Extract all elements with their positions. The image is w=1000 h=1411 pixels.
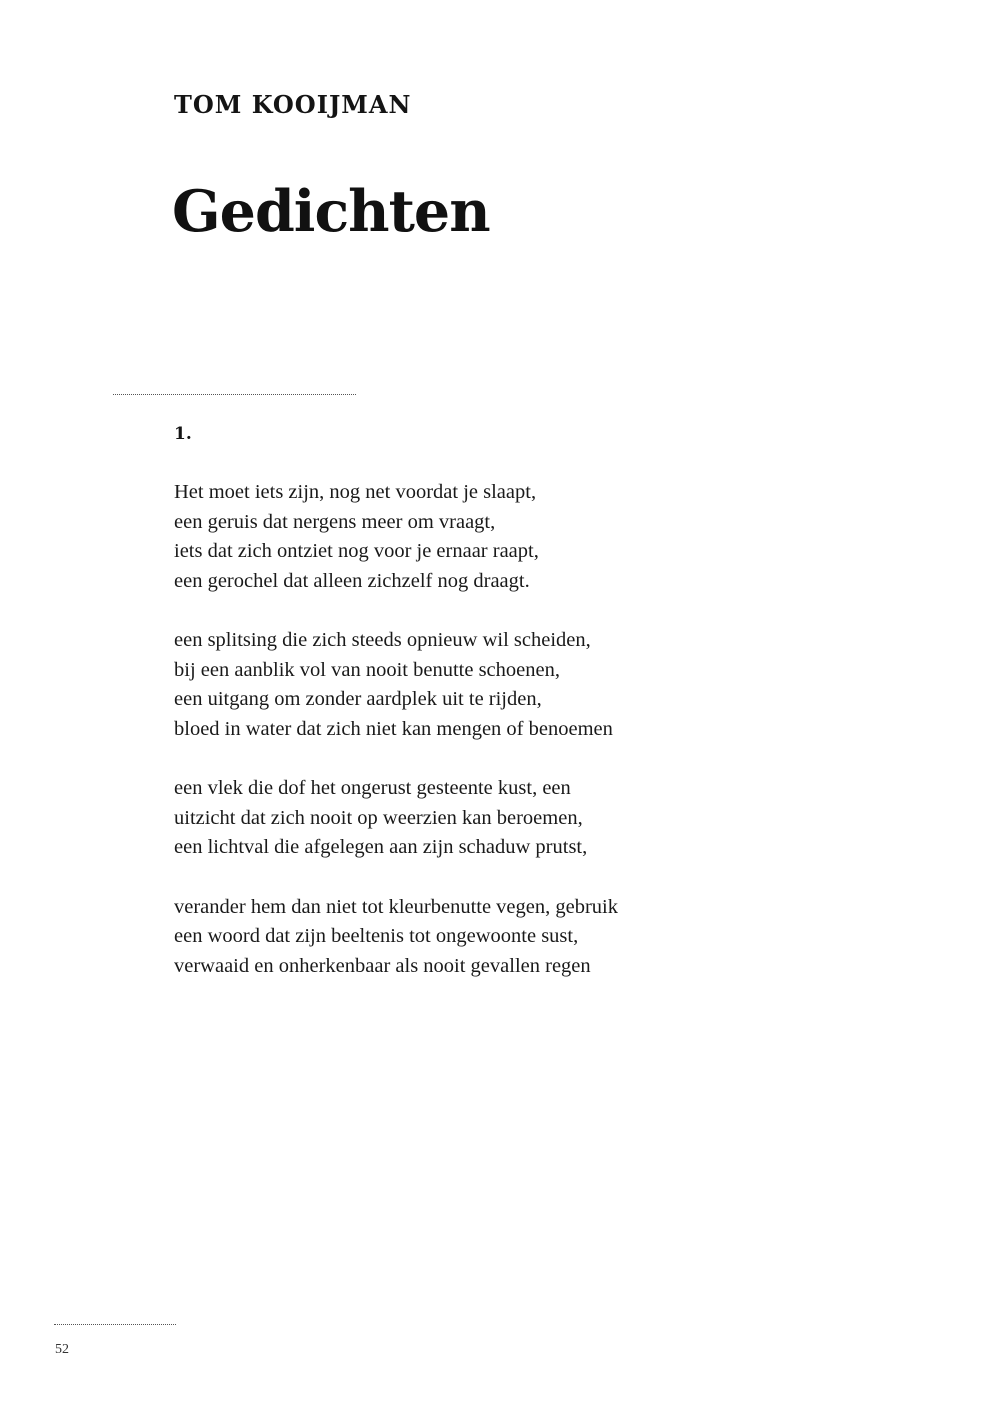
poem-line: een splitsing die zich steeds opnieuw wil scheiden, [174,629,591,651]
stanza-2 [174,626,954,744]
page-title: Gedichten [172,178,490,245]
poem-number: 1. [174,424,192,444]
author-name: TOM KOOIJMAN [174,90,412,119]
poem-body [174,478,954,1011]
poem-line: een geruis dat nergens meer om vraagt, [174,510,496,533]
footer-dotted-divider [54,1324,176,1325]
page-number: 52 [55,1342,69,1357]
poem-line: verwaaid en onherkenbaar als nooit gevallen regen [174,954,591,977]
poem-line: bloed in water dat zich niet kan mengen of benoemen [174,717,613,740]
poem-line: een vlek die dof het ongerust gesteente kust, een [174,777,571,799]
stanza-3 [174,774,954,863]
poem-line: bij een aanblik vol van nooit benutte schoenen, [174,658,560,681]
poem-line: iets dat zich ontziet nog voor je ernaar raapt, [174,540,539,562]
poem-line: een woord dat zijn beeltenis tot ongewoonte sust, [174,925,579,947]
poem-line: een uitgang om zonder aardplek uit te rijden, [174,688,542,710]
stanza-1 [174,478,954,596]
poem-line: verander hem dan niet tot kleurbenutte vegen, gebruik [174,895,619,918]
poem-line: een gerochel dat alleen zichzelf nog draagt. [174,569,530,592]
poem-line: Het moet iets zijn, nog net voordat je slaapt, [174,481,537,503]
dotted-divider [113,394,356,395]
poem-line: uitzicht dat zich nooit op weerzien kan beroemen, [174,806,583,829]
stanza-4 [174,893,954,982]
poem-line: een lichtval die afgelegen aan zijn schaduw prutst, [174,836,588,858]
